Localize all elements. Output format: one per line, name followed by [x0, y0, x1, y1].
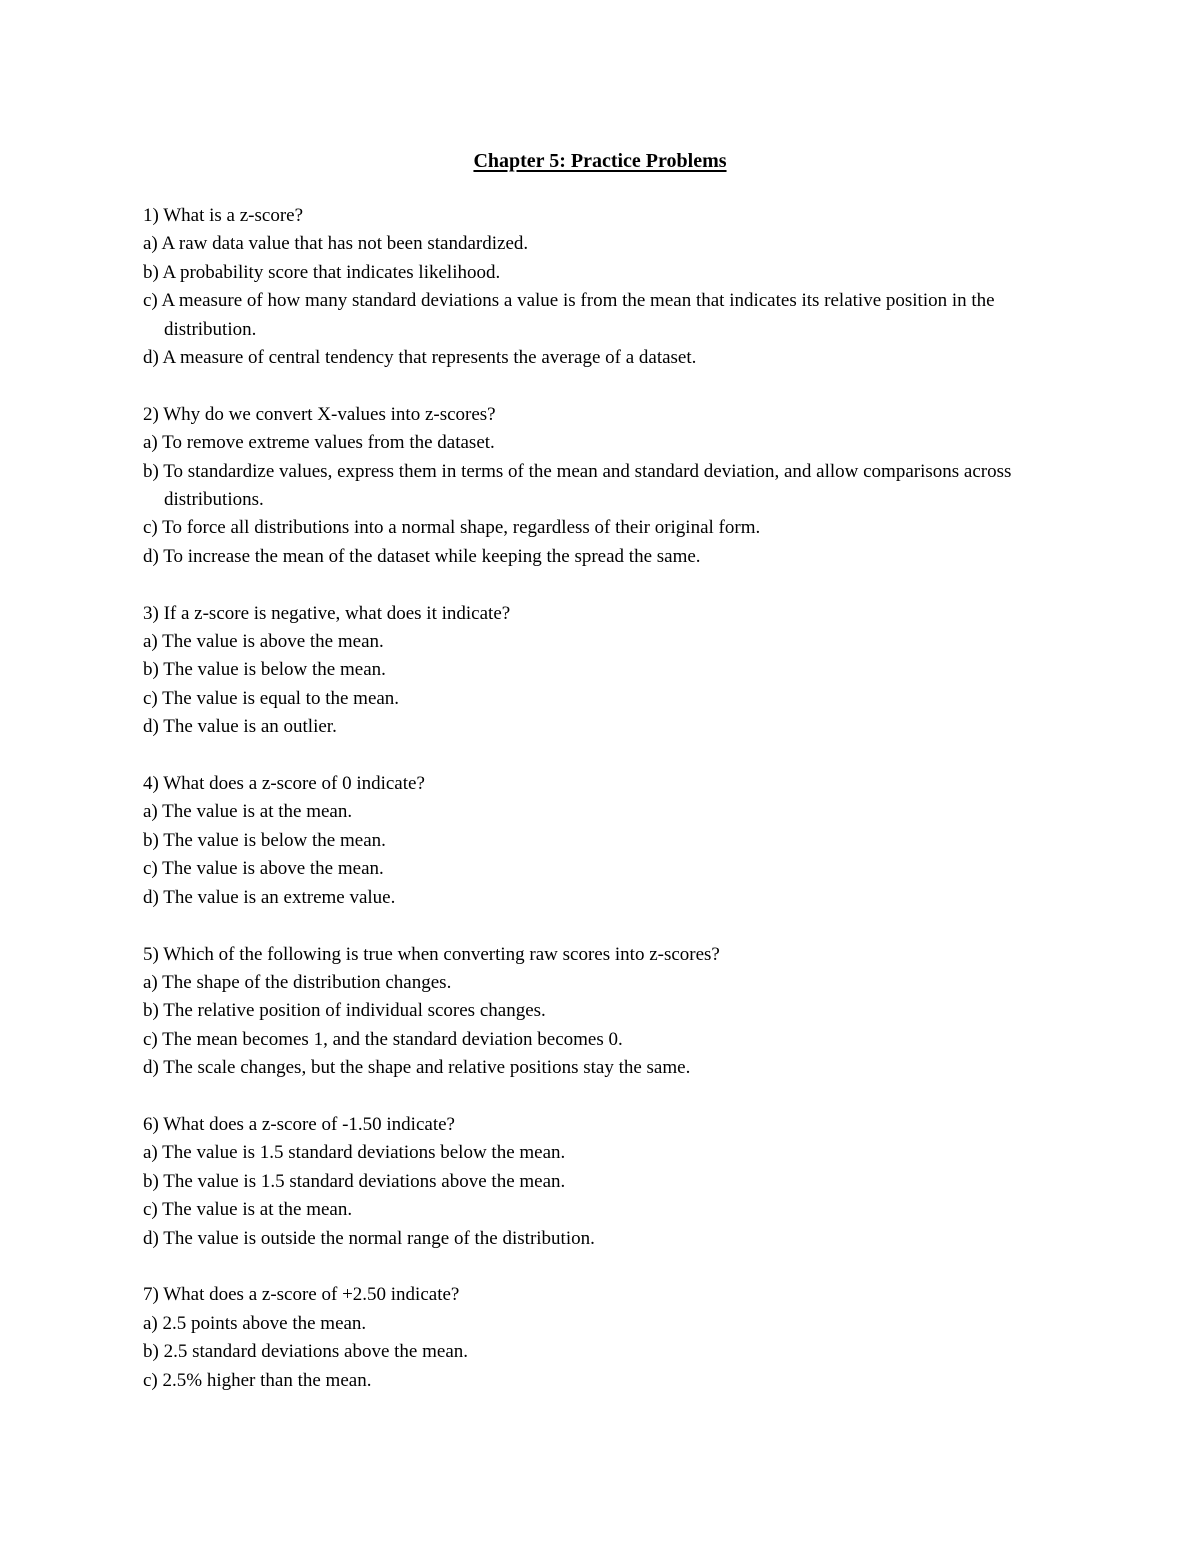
question-1-option-a: a) A raw data value that has not been standardized.	[143, 233, 529, 255]
question-7-text: 7) What does a z-score of +2.50 indicate?	[143, 1284, 460, 1306]
question-5-option-a: a) The shape of the distribution changes.	[143, 971, 452, 993]
question-3-option-b: b) The value is below the mean.	[143, 659, 386, 681]
question-2-option-c: c) To force all distributions into a normal shape, regardless of their original form.	[143, 517, 761, 539]
question-4	[143, 770, 1073, 912]
question-1-option-b: b) A probability score that indicates likelihood.	[143, 261, 501, 283]
question-6-option-a: a) The value is 1.5 standard deviations below the mean.	[143, 1142, 566, 1164]
question-7-option-c: c) 2.5% higher than the mean.	[143, 1369, 372, 1391]
question-7-option-a: a) 2.5 points above the mean.	[143, 1312, 367, 1334]
page-title-block	[0, 146, 1200, 176]
question-6-text: 6) What does a z-score of -1.50 indicate?	[143, 1113, 455, 1135]
question-6-option-d: d) The value is outside the normal range of the distribution.	[143, 1227, 595, 1249]
question-4-option-a: a) The value is at the mean.	[143, 801, 353, 823]
question-4-option-c: c) The value is above the mean.	[143, 858, 384, 880]
question-6	[143, 1111, 1073, 1253]
page-title: Chapter 5: Practice Problems	[473, 150, 727, 172]
question-5-text: 5) Which of the following is true when converting raw scores into z-scores?	[143, 943, 720, 965]
question-3	[143, 600, 1073, 742]
question-2	[143, 401, 1073, 571]
question-6-option-b: b) The value is 1.5 standard deviations above the mean.	[143, 1170, 566, 1192]
question-list	[143, 202, 1073, 1423]
question-1-option-c: c) A measure of how many standard deviations a value is from the mean that indicates its relative position in the distribution.	[143, 290, 995, 340]
question-5-option-b: b) The relative position of individual scores changes.	[143, 1000, 546, 1022]
question-4-text: 4) What does a z-score of 0 indicate?	[143, 773, 425, 795]
question-2-option-b: b) To standardize values, express them in terms of the mean and standard deviation, and allow comparisons across distributions.	[143, 460, 1012, 511]
question-3-option-a: a) The value is above the mean.	[143, 631, 384, 653]
question-2-option-a: a) To remove extreme values from the dataset.	[143, 432, 495, 454]
question-7	[143, 1281, 1073, 1395]
question-6-option-c: c) The value is at the mean.	[143, 1199, 353, 1221]
question-2-text: 2) Why do we convert X-values into z-scores?	[143, 403, 496, 425]
question-5-option-c: c) The mean becomes 1, and the standard deviation becomes 0.	[143, 1028, 623, 1050]
question-7-option-b: b) 2.5 standard deviations above the mean.	[143, 1341, 469, 1363]
question-2-option-d: d) To increase the mean of the dataset while keeping the spread the same.	[143, 545, 701, 567]
question-1-text: 1) What is a z-score?	[143, 205, 304, 226]
question-3-option-c: c) The value is equal to the mean.	[143, 687, 400, 709]
question-1-option-d: d) A measure of central tendency that represents the average of a dataset.	[143, 347, 697, 369]
question-5-option-d: d) The scale changes, but the shape and relative positions stay the same.	[143, 1057, 691, 1079]
question-5	[143, 941, 1073, 1083]
question-1	[143, 202, 1073, 372]
question-3-text: 3) If a z-score is negative, what does it indicate?	[143, 602, 511, 624]
question-4-option-d: d) The value is an extreme value.	[143, 886, 396, 908]
question-4-option-b: b) The value is below the mean.	[143, 829, 386, 851]
question-3-option-d: d) The value is an outlier.	[143, 716, 337, 738]
